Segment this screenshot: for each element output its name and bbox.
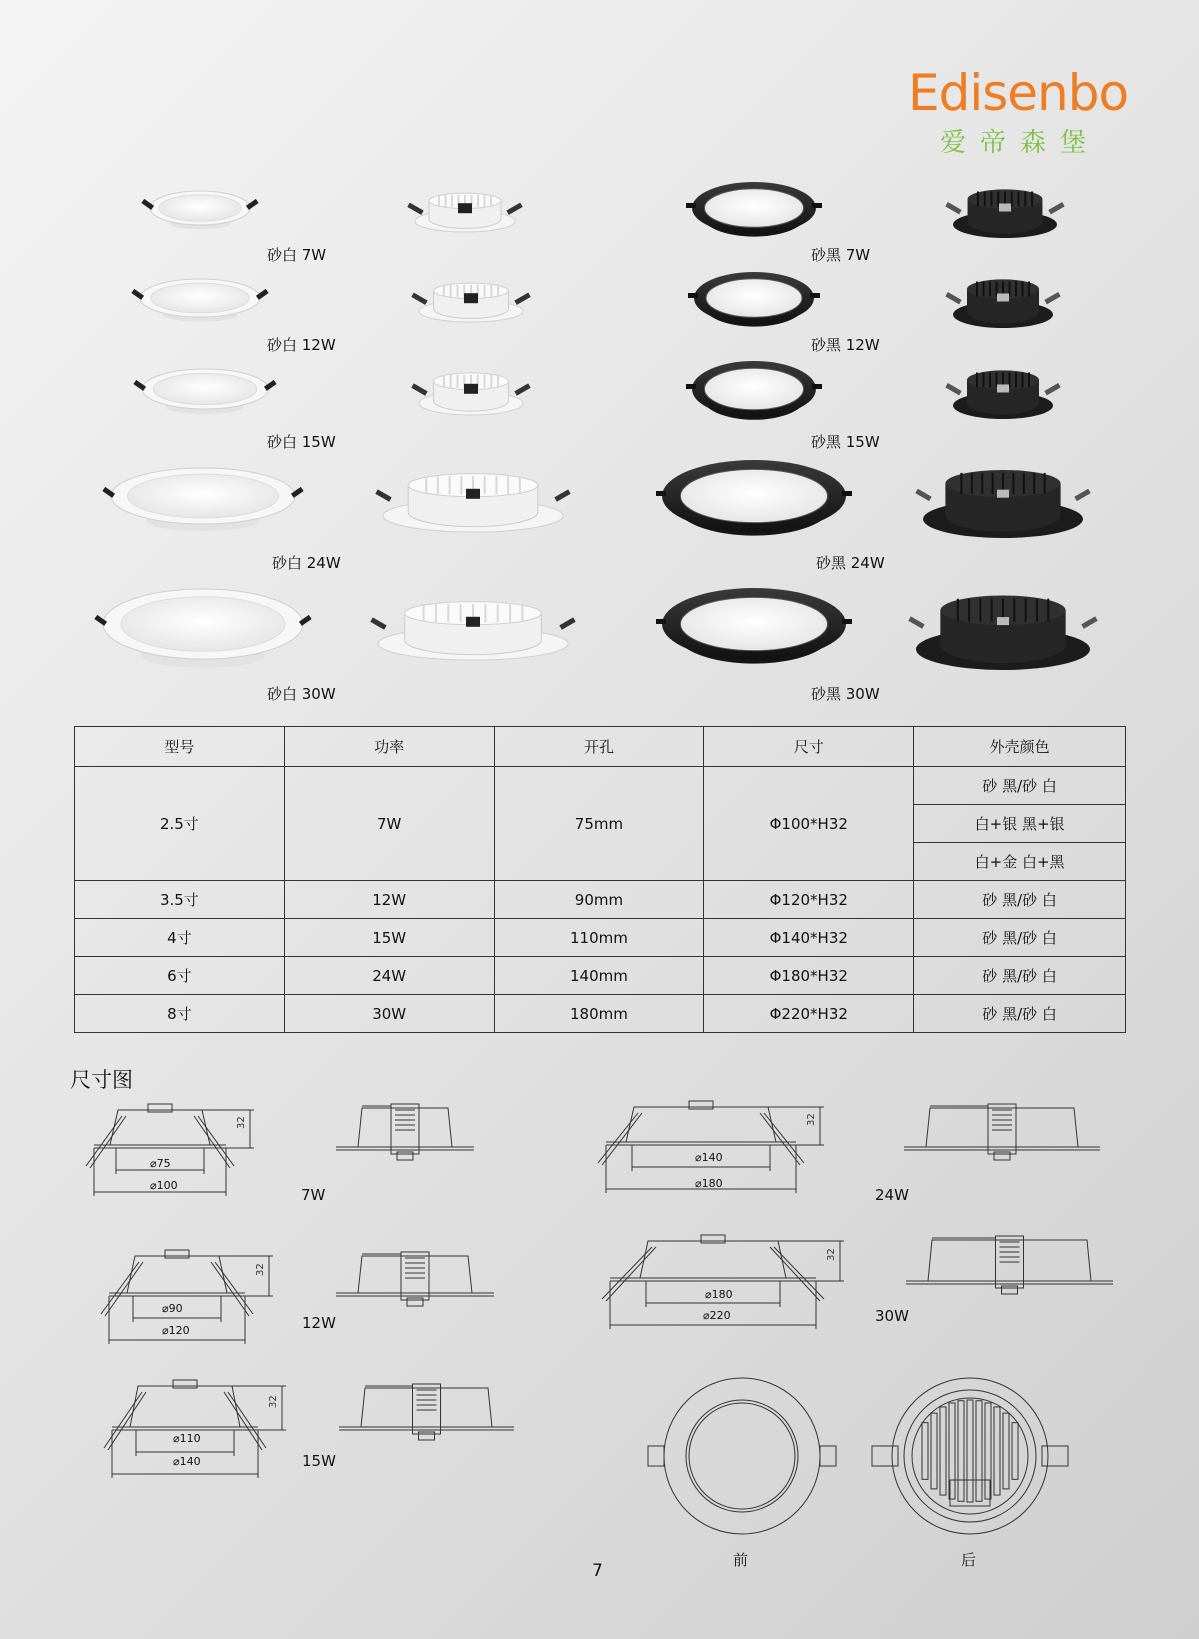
product-white-back-15w: [411, 373, 530, 415]
drawing-label-back: 后: [961, 1551, 977, 1569]
dim-dia-24w: ⌀180: [695, 1177, 723, 1190]
product-white-front-12w: [131, 279, 268, 322]
dim-height-label: 32: [236, 1116, 247, 1129]
cell-model: 3.5寸: [75, 881, 285, 919]
drawing-profile-30w: [906, 1236, 1113, 1294]
dim-height-label: 32: [806, 1113, 817, 1126]
header-power: 功率: [284, 727, 494, 767]
product-black-back-15w: [945, 370, 1060, 419]
cell-size: Φ140*H32: [704, 919, 914, 957]
drawing-profile-24w: [904, 1104, 1100, 1160]
cell-color: 砂 黑/砂 白: [914, 767, 1126, 805]
cell-size: Φ100*H32: [704, 767, 914, 881]
cell-model: 8寸: [75, 995, 285, 1033]
drawing-front-view: [648, 1378, 836, 1534]
cell-power: 7W: [284, 767, 494, 881]
cell-hole: 75mm: [494, 767, 704, 881]
product-label-black-30w: 砂黑 30W: [811, 685, 880, 703]
product-white-front-7w: [141, 191, 258, 229]
drawing-profile-12w: [336, 1252, 494, 1306]
product-white-front-15w: [133, 369, 276, 414]
cell-size: Φ220*H32: [704, 995, 914, 1033]
cell-size: Φ180*H32: [704, 957, 914, 995]
cell-color: 白+银 黑+银: [914, 805, 1126, 843]
cell-hole: 180mm: [494, 995, 704, 1033]
product-black-front-12w: [688, 272, 820, 327]
drawing-label-front: 前: [733, 1551, 749, 1569]
table-row: [75, 995, 1126, 1033]
cell-hole: 90mm: [494, 881, 704, 919]
dim-height-label: 32: [268, 1395, 279, 1408]
brand-logo-cn: 爱帝森堡: [940, 128, 1101, 158]
cell-color: 砂 黑/砂 白: [914, 919, 1126, 957]
drawing-profile-15w: [339, 1384, 514, 1440]
cell-hole: 140mm: [494, 957, 704, 995]
product-black-front-30w: [656, 588, 852, 664]
table-header-row: [75, 727, 1126, 767]
cell-hole: 110mm: [494, 919, 704, 957]
cell-size: Φ120*H32: [704, 881, 914, 919]
product-label-white-15w: 砂白 15W: [267, 433, 336, 451]
product-black-front-7w: [686, 182, 822, 237]
product-label-white-24w: 砂白 24W: [272, 554, 341, 572]
cell-color: 砂 黑/砂 白: [914, 881, 1126, 919]
product-white-back-7w: [407, 193, 522, 232]
cell-model: 6寸: [75, 957, 285, 995]
spec-table: [74, 726, 1126, 1033]
product-label-white-30w: 砂白 30W: [267, 685, 336, 703]
dim-height-label: 32: [255, 1263, 266, 1276]
drawing-label-15w: 15W: [302, 1452, 336, 1470]
cell-power: 12W: [284, 881, 494, 919]
dim-dia-15w: ⌀140: [173, 1455, 201, 1468]
page-number: 7: [592, 1561, 603, 1581]
drawing-back-view: [872, 1378, 1068, 1534]
table-row: [75, 881, 1126, 919]
header-color: 外壳颜色: [914, 727, 1126, 767]
product-photos: [0, 0, 1199, 700]
dim-dia-12w: ⌀120: [162, 1324, 190, 1337]
cell-color: 白+金 白+黑: [914, 843, 1126, 881]
cell-model: 4寸: [75, 919, 285, 957]
product-white-back-30w: [370, 602, 575, 660]
product-black-back-30w: [908, 595, 1097, 670]
dim-hole-15w: ⌀110: [173, 1432, 201, 1445]
drawing-profile-7w: [336, 1104, 474, 1160]
dim-hole-12w: ⌀90: [162, 1302, 183, 1315]
product-white-back-12w: [411, 283, 530, 322]
header-size: 尺寸: [704, 727, 914, 767]
cell-color: 砂 黑/砂 白: [914, 957, 1126, 995]
product-label-black-12w: 砂黑 12W: [811, 336, 880, 354]
header-model: 型号: [75, 727, 285, 767]
dim-dia-7w: ⌀100: [150, 1179, 178, 1192]
product-black-front-24w: [656, 460, 852, 536]
product-black-back-12w: [945, 279, 1060, 328]
table-row: [75, 919, 1126, 957]
product-label-black-24w: 砂黑 24W: [816, 554, 885, 572]
drawing-label-24w: 24W: [875, 1186, 909, 1204]
cell-color: 砂 黑/砂 白: [914, 995, 1126, 1033]
dim-hole-24w: ⌀140: [695, 1151, 723, 1164]
dim-height-label: 32: [826, 1248, 837, 1261]
cell-power: 15W: [284, 919, 494, 957]
product-label-white-12w: 砂白 12W: [267, 336, 336, 354]
product-white-front-30w: [94, 589, 311, 668]
product-label-black-7w: 砂黑 7W: [811, 246, 871, 264]
table-row: [75, 957, 1126, 995]
product-label-white-7w: 砂白 7W: [267, 246, 327, 264]
product-black-back-7w: [945, 189, 1064, 238]
product-black-back-24w: [915, 470, 1090, 538]
product-black-front-15w: [686, 361, 822, 420]
dim-hole-30w: ⌀180: [705, 1288, 733, 1301]
drawing-label-30w: 30W: [875, 1307, 909, 1325]
product-white-front-24w: [102, 468, 303, 531]
cell-model: 2.5寸: [75, 767, 285, 881]
drawing-label-7w: 7W: [301, 1186, 326, 1204]
drawing-label-12w: 12W: [302, 1314, 336, 1332]
header-hole: 开孔: [494, 727, 704, 767]
cell-power: 30W: [284, 995, 494, 1033]
product-white-back-24w: [375, 474, 570, 532]
product-label-black-15w: 砂黑 15W: [811, 433, 880, 451]
table-row: [75, 767, 1126, 805]
brand-logo-en: Edisenbo: [908, 64, 1129, 122]
dim-dia-30w: ⌀220: [703, 1309, 731, 1322]
dim-hole-7w: ⌀75: [150, 1157, 171, 1170]
cell-power: 24W: [284, 957, 494, 995]
drawings-title: 尺寸图: [70, 1068, 133, 1092]
